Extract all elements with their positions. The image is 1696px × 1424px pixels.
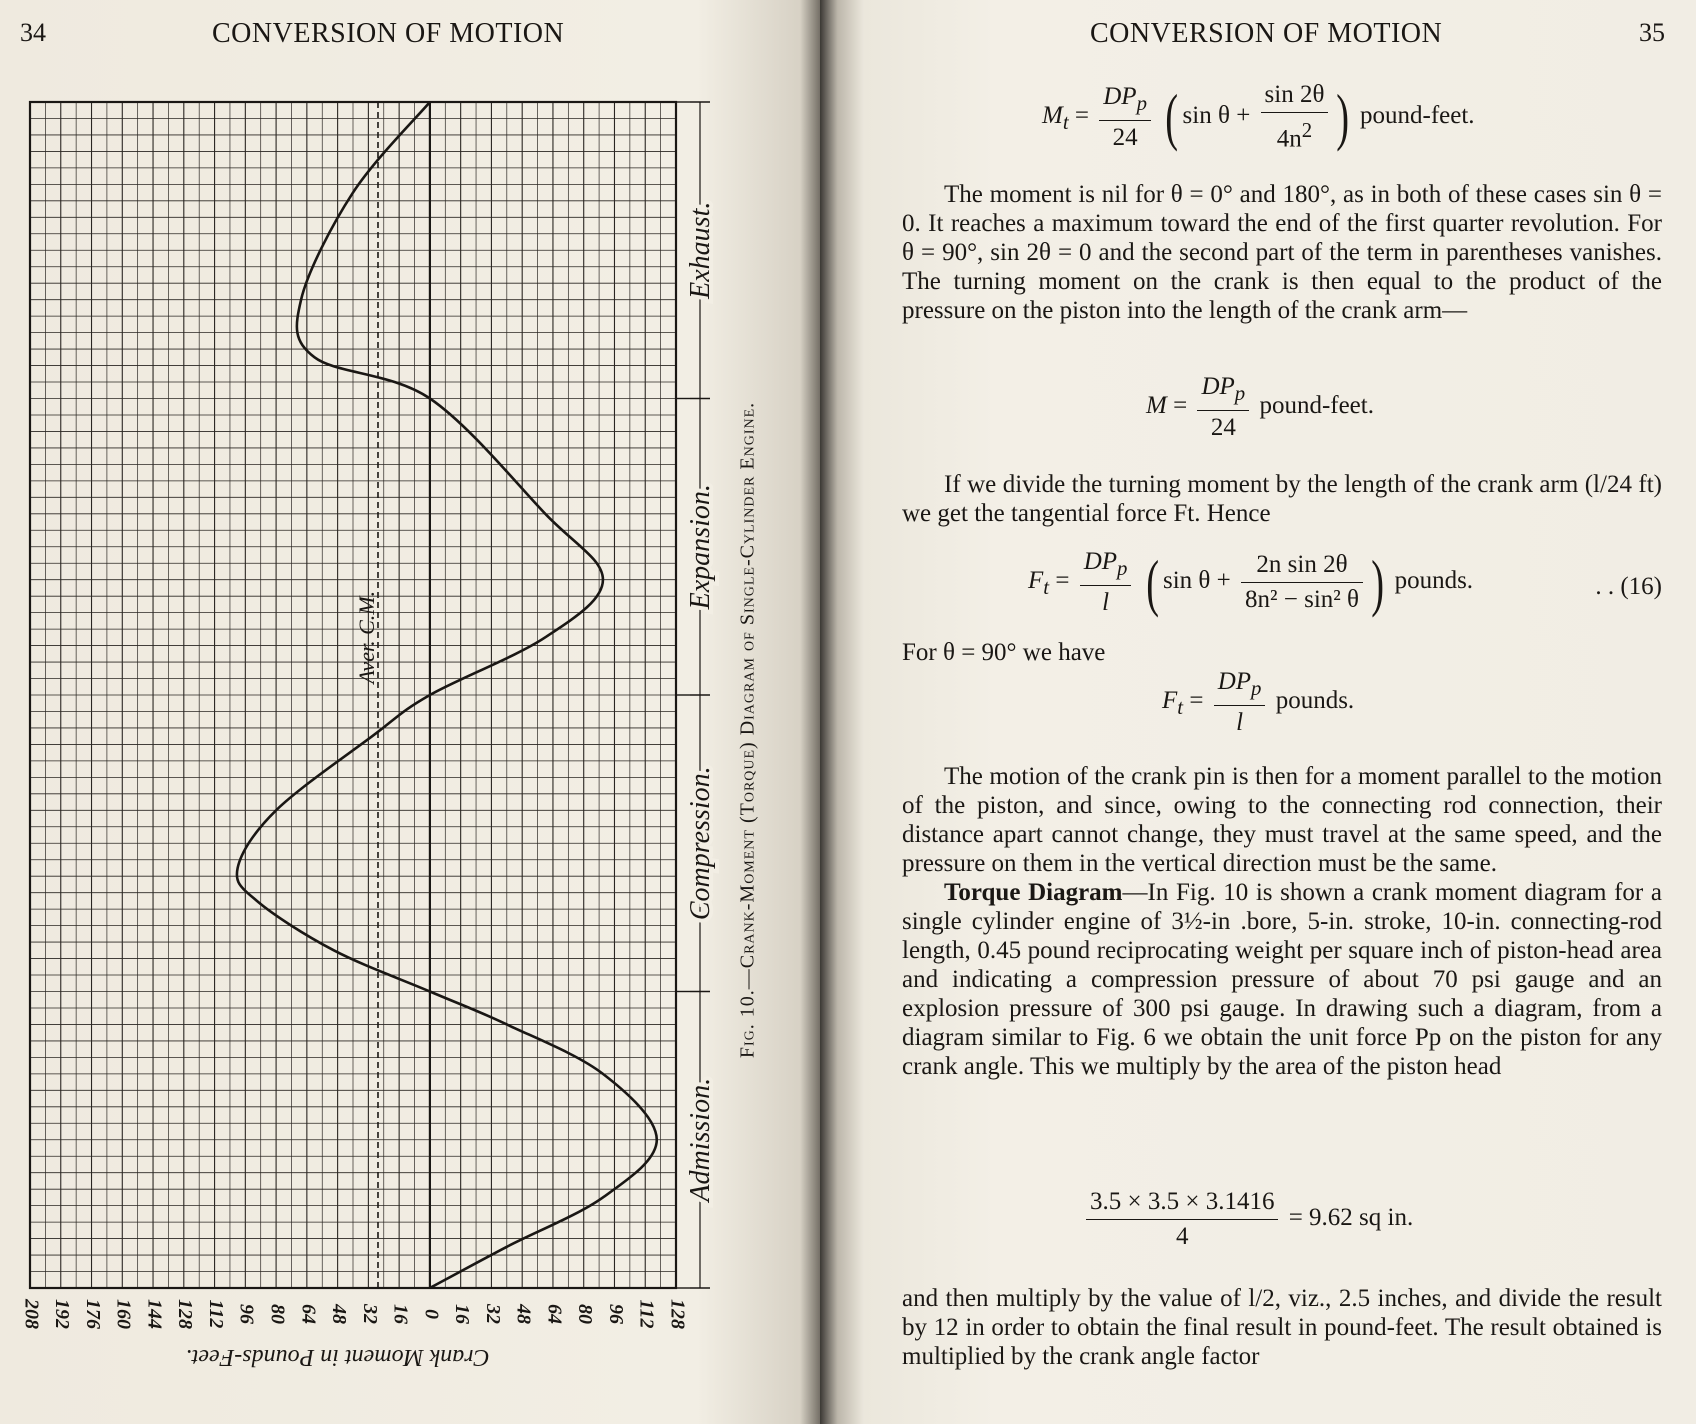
tick-label: 160: [112, 1299, 135, 1329]
tick-label: 112: [204, 1299, 227, 1329]
tick-label: 48: [512, 1304, 535, 1324]
left-running-head: CONVERSION OF MOTION: [212, 18, 565, 49]
tick-label: 208: [20, 1299, 43, 1329]
tick-label: 64: [297, 1304, 320, 1324]
stroke-label: Exhaust.: [685, 201, 716, 299]
stroke-label: Expansion.: [685, 484, 716, 610]
tick-label: 32: [358, 1304, 381, 1324]
tick-label: 96: [604, 1304, 627, 1324]
torque-diagram-heading: Torque Diagram: [944, 879, 1123, 906]
tick-label: 80: [574, 1304, 597, 1324]
stroke-label: Compression.: [685, 766, 716, 921]
tick-label: 32: [481, 1304, 504, 1324]
tick-label: 64: [543, 1304, 566, 1324]
axis-title: Crank Moment in Pounds-Feet.: [185, 1344, 490, 1370]
tick-label: 112: [635, 1299, 658, 1329]
paragraph-tangential-force: If we divide the turning moment by the length of the crank arm (l/24 ft) we get the tangential force Ft. Hence: [902, 471, 1662, 527]
tick-label: 16: [389, 1304, 412, 1324]
tick-label: 144: [143, 1299, 166, 1329]
left-page-number: 34: [20, 18, 46, 47]
average-moment-label: Aver. C.M.: [353, 590, 379, 684]
equation-moment: $M_t$ = $\frac{DP_p}{24}$ ( sin θ + $\frac{\sin 2\theta}{4n^2}$ ) pound-feet.: [1042, 78, 1475, 156]
chart-grid: [30, 102, 676, 1288]
tick-label: 128: [666, 1299, 689, 1329]
tick-labels: [20, 1298, 688, 1329]
tick-label: 80: [266, 1304, 289, 1324]
torque-diagram: [0, 0, 820, 1424]
equation-tangential-force: $F_t$ = $\frac{DP_p}{l}$ ( sin θ + $\frac{\text{2n sin 2θ}}{\text{8n² − sin² θ}}$ ) pounds. . . (16): [1028, 546, 1662, 618]
equation-force-90: $F_t$ = $\frac{DP_p}{l}$ pounds.: [1162, 665, 1354, 740]
stroke-label: Admission.: [685, 1077, 716, 1202]
tick-label: 176: [81, 1299, 104, 1329]
tick-label: 16: [451, 1304, 474, 1324]
paragraph-crank-pin: The motion of the crank pin is then for a moment parallel to the motion of the piston, and since, owing to the connecting rod connection, their distance apart cannot change, they must travel at the same speed, and the pressure on them in the vertical direction must be the same. Torque Diagram—In Fig. 10 is shown a crank moment diagram for a single cylinder engine of 3½-in .bore, 5-in. stroke, 10-in. connecting-rod length, 0.45 pound reciprocating weight per square inch of piston-head area and indicating a compression pressure of about 70 psi gauge and an explosion pressure of 300 psi gauge. In drawing such a diagram, from a diagram similar to Fig. 6 we obtain the unit force Pp on the piston for any crank angle. This we multiply by the area of the piston head: [902, 763, 1662, 1080]
paragraph-for-theta: For θ = 90° we have: [902, 639, 1106, 666]
paragraph-moment-nil: The moment is nil for θ = 0° and 180°, as in both of these cases sin θ = 0. It reaches a maximum toward the end of the first quarter revolution. For θ = 90°, sin 2θ = 0 and the second part of the term in parentheses vanishes. The turning moment on the crank is then equal to the product of the pressure on the piston into the length of the crank arm—: [902, 181, 1662, 324]
right-running-head: CONVERSION OF MOTION: [1090, 18, 1443, 49]
tick-label: 96: [235, 1304, 258, 1324]
equation-moment-max: M = $\frac{DP_p}{24}$ pound-feet.: [1146, 370, 1374, 445]
tick-label: 0: [420, 1309, 443, 1319]
figure-caption: Fig. 10.—Crank-Moment (Torque) Diagram of Single-Cylinder Engine.: [736, 401, 759, 1059]
equation-number: . . (16): [1595, 573, 1662, 600]
tick-label: 128: [174, 1299, 197, 1329]
right-page-number: 35: [1639, 18, 1665, 47]
paragraph-crank-factor: and then multiply by the value of l/2, viz., 2.5 inches, and divide the result by 12 in order to obtain the final result in pound-feet. The result obtained is multiplied by the crank angle factor: [902, 1285, 1662, 1370]
tick-label: 48: [328, 1304, 351, 1324]
tick-label: 192: [51, 1299, 74, 1329]
left-page: [0, 0, 820, 1424]
equation-piston-area: $\frac{3.5 \times 3.5 \times 3.1416}{4}$ = 9.62 sq in.: [1082, 1185, 1413, 1254]
